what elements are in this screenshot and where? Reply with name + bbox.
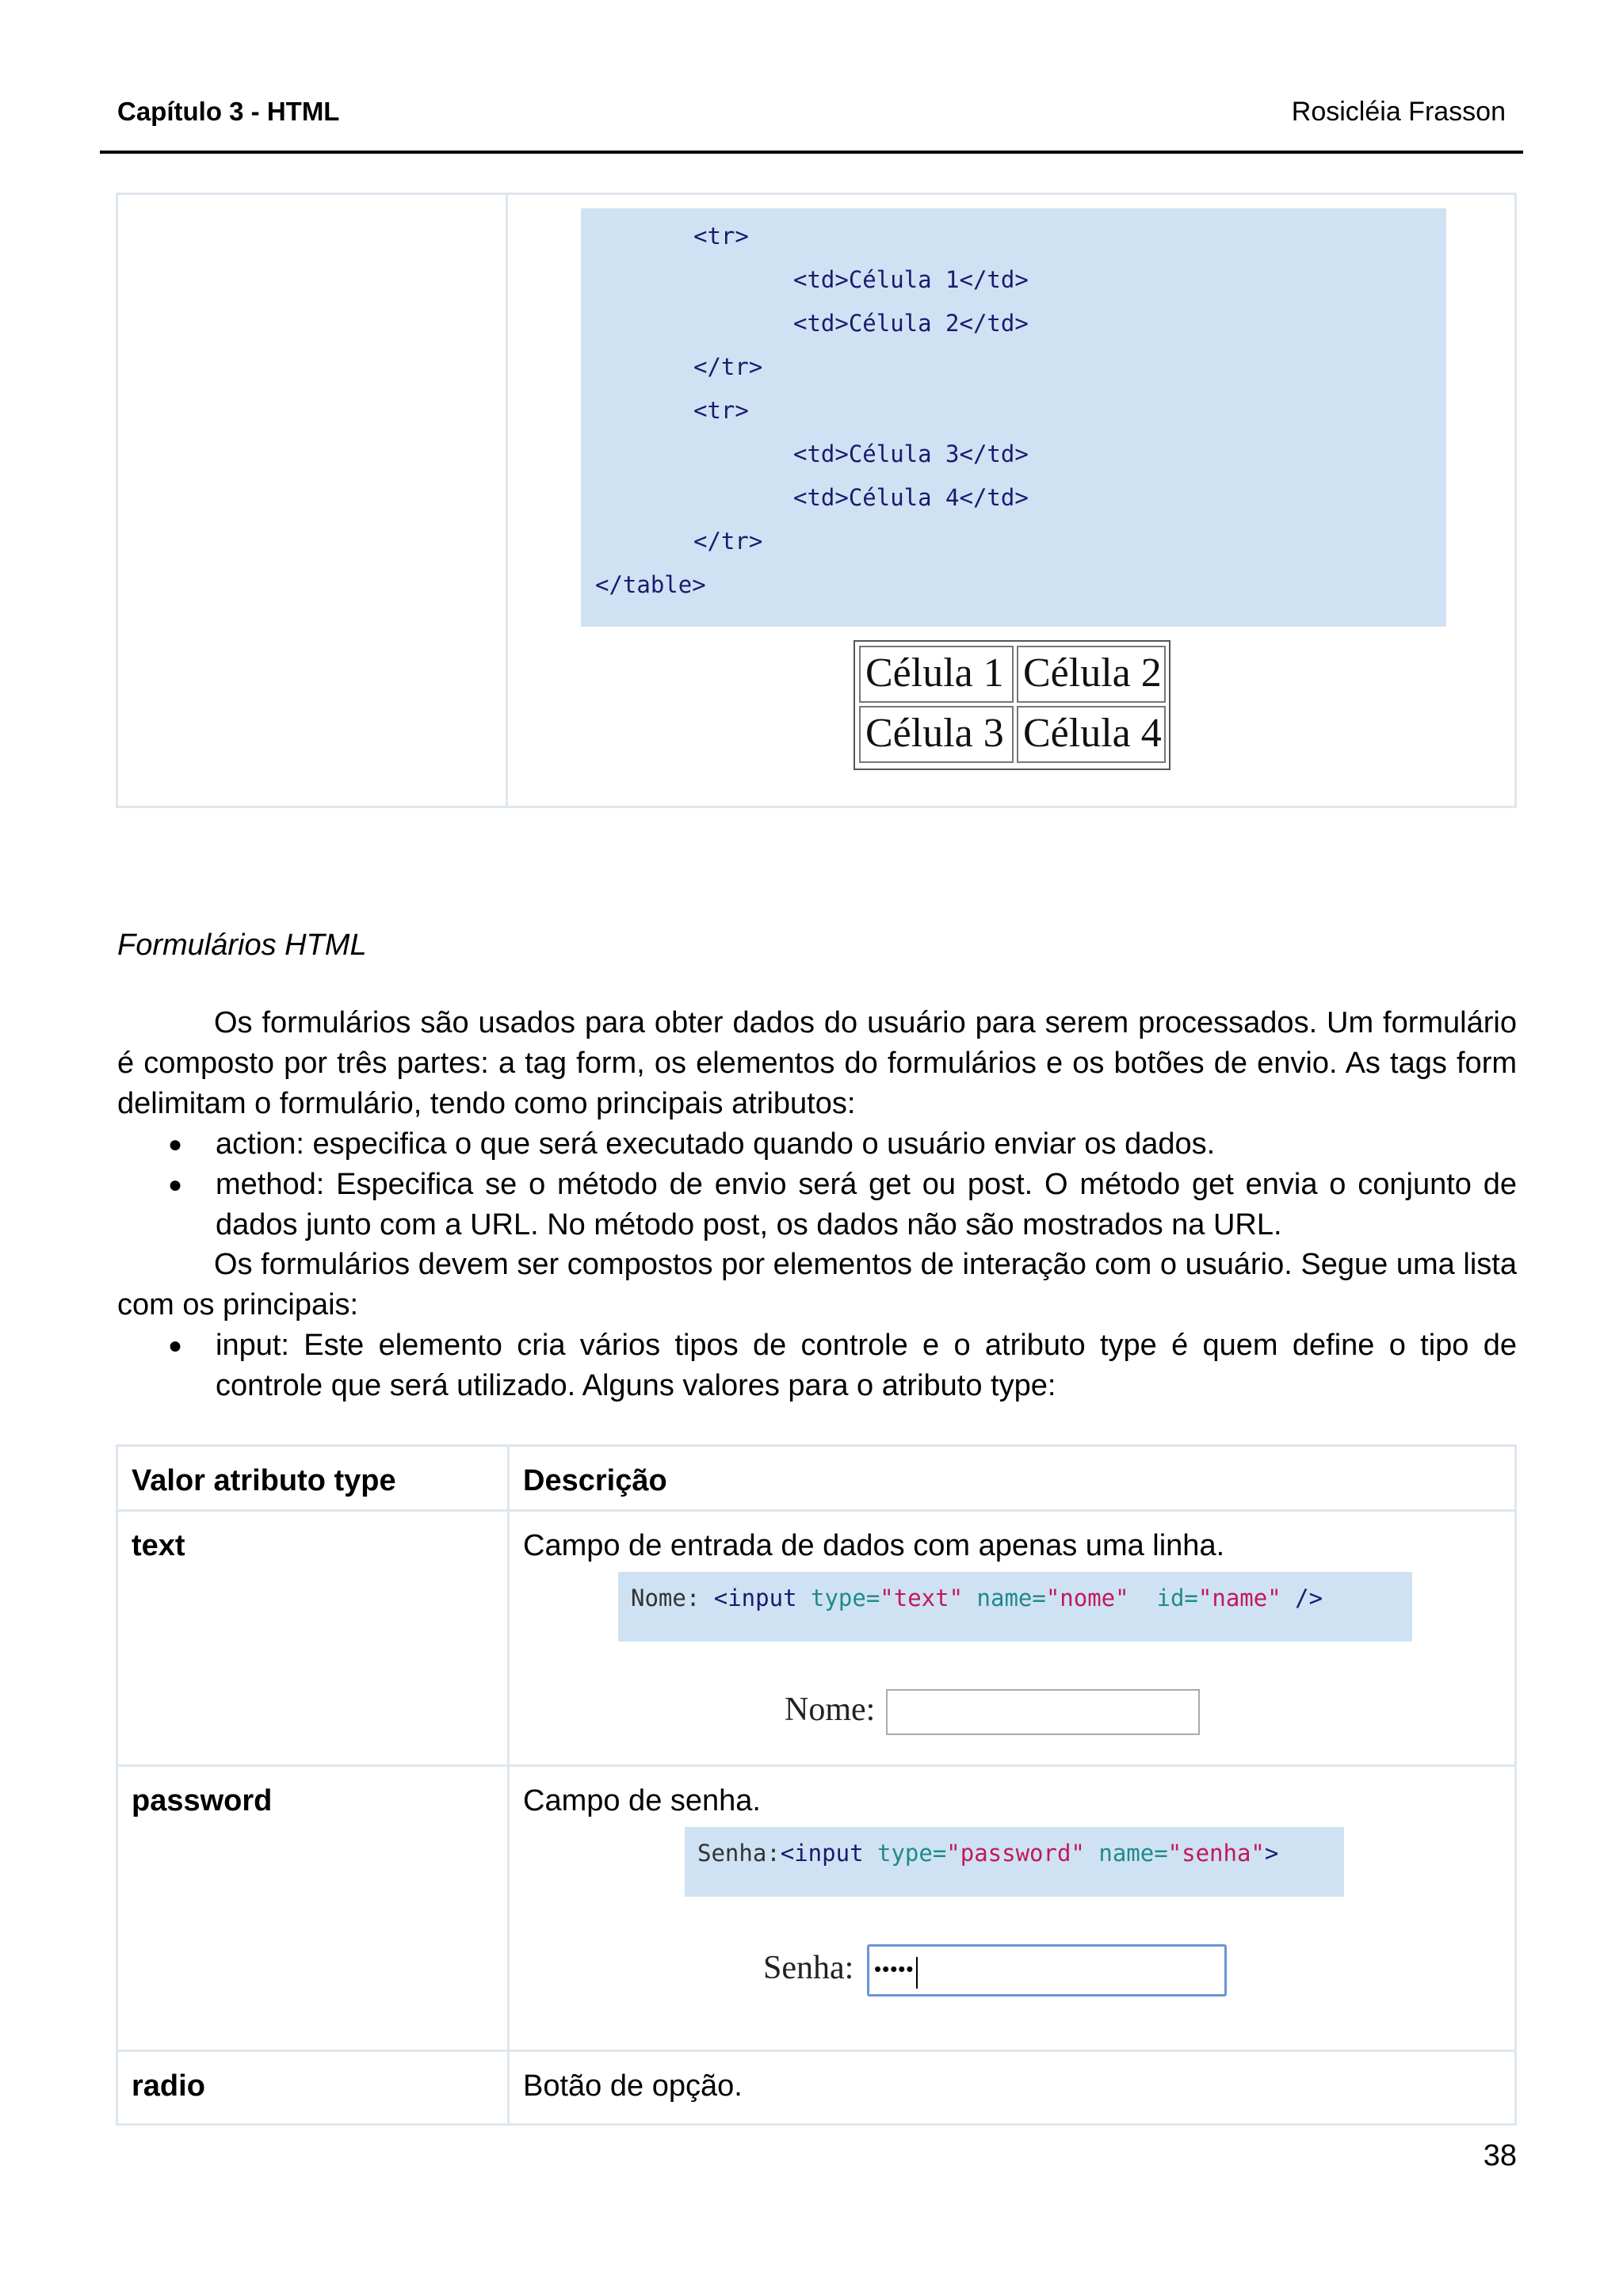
code-token: <input [780,1840,864,1867]
paragraph: Os formulários devem ser compostos por elementos de interação com o usuário. Segue uma lista com os principais: [117,1248,1517,1322]
list-item [0,1325,1623,1406]
paragraph: Os formulários são usados para obter dados do usuário para serem processados. Um formulário é composto por três partes: a tag form, os elementos do formulários e os botões de envio. As tags form delimitam o formulário, tendo como principais atributos: [117,1006,1517,1120]
code-line: </table> [595,571,706,598]
code-line: <td>Célula 4</td> [793,484,1029,511]
code-block-table [581,208,1446,627]
code-line: </tr> [693,353,763,380]
type-value: password [132,1784,273,1817]
type-value: radio [132,2069,205,2103]
text-cursor [916,1957,918,1989]
author-name: Rosicléia Frasson [1291,97,1506,127]
section-title: Formulários HTML [117,929,367,962]
code-token: Senha: [697,1840,781,1867]
code-block-text-input [618,1572,1412,1642]
table-divider [116,1509,1517,1512]
code-token: > [1264,1840,1279,1867]
code-token: type= [863,1840,947,1867]
demo-cell: Célula 2 [1017,646,1166,703]
code-line: <tr> [693,397,749,424]
code-token: name= [1084,1840,1168,1867]
table-column-divider [507,1444,510,2126]
code-token: /> [1281,1585,1323,1611]
code-token: "nome" [1045,1585,1129,1611]
code-line: <td>Célula 1</td> [793,266,1029,293]
bullet-icon: ● [168,1131,183,1158]
code-token: type= [796,1585,880,1611]
code-token: Nome: [631,1585,714,1611]
code-block-password-input [685,1827,1344,1897]
rendered-table-demo [854,640,1170,770]
table-header: Descrição [523,1464,667,1497]
type-value: text [132,1529,185,1562]
code-line: <td>Célula 3</td> [793,441,1029,467]
header-rule [100,151,1523,154]
demo-password-label: Senha: [763,1950,854,1986]
code-token: <input [713,1585,797,1611]
demo-cell: Célula 1 [859,646,1014,703]
code-token: "senha" [1167,1840,1265,1867]
table-column-divider [506,193,508,808]
table-divider [116,2050,1517,2052]
code-token: "name" [1197,1585,1281,1611]
type-description: Botão de opção. [523,2069,743,2103]
type-description: Campo de senha. [523,1784,761,1817]
demo-input-label: Nome: [785,1691,876,1728]
bullet-icon: ● [168,1333,183,1359]
list-item-text: action: especifica o que será executado quando o usuário enviar os dados. [216,1127,1216,1161]
code-line: </tr> [693,528,763,555]
table-divider [116,1764,1517,1767]
bullet-icon: ● [168,1172,183,1198]
table-header: Valor atributo type [132,1464,396,1497]
list-item [0,1124,1623,1165]
password-dots: ••••• [874,1957,915,1981]
code-line: <tr> [693,223,749,250]
demo-cell: Célula 4 [1017,706,1166,763]
type-description: Campo de entrada de dados com apenas uma linha. [523,1529,1225,1562]
list-item [0,1165,1623,1245]
code-token: "password" [946,1840,1085,1867]
code-token: "text" [880,1585,964,1611]
demo-text-input[interactable] [886,1689,1200,1735]
code-token: name= [963,1585,1046,1611]
code-token: id= [1128,1585,1198,1611]
code-line: <td>Célula 2</td> [793,310,1029,337]
page-number: 38 [1483,2139,1517,2172]
list-item-text: method: Especifica se o método de envio será get ou post. O método get envia o conjunto de dados junto com a URL. No método post, os dados não são mostrados na URL. [216,1168,1517,1241]
demo-cell: Célula 3 [859,706,1014,763]
list-item-text: input: Este elemento cria vários tipos de controle e o atributo type é quem define o tipo de controle que será utilizado. Alguns valores para o atributo type: [216,1329,1517,1402]
demo-password-input[interactable] [867,1944,1227,1997]
chapter-title: Capítulo 3 - HTML [117,97,340,126]
